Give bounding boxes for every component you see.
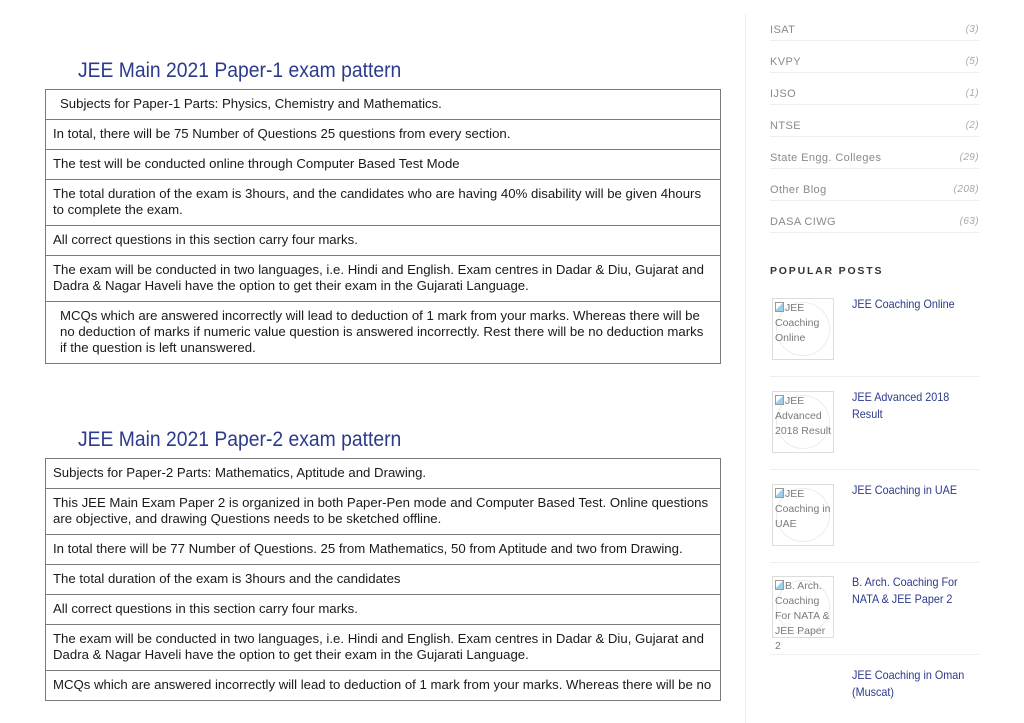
category-name[interactable]: ISAT: [770, 24, 796, 36]
post-title[interactable]: JEE Coaching in Oman (Muscat): [852, 668, 965, 699]
thumbnail-alt-text: B. Arch. Coaching For NATA & JEE Paper 2: [775, 580, 830, 652]
thumbnail-alt: [775, 301, 833, 346]
paper2-table: [45, 458, 721, 701]
post-thumbnail[interactable]: [772, 391, 834, 453]
broken-image-icon: [775, 395, 784, 405]
category-item[interactable]: [770, 72, 980, 105]
popular-posts-heading: POPULAR POSTS: [770, 265, 884, 277]
table-cell: The total duration of the exam is 3hours and the candidates: [46, 565, 721, 595]
thumbnail-alt-text: JEE Coaching in UAE: [775, 488, 831, 530]
category-item[interactable]: [770, 136, 980, 169]
table-cell: Subjects for Paper-1 Parts: Physics, Chemistry and Mathematics.: [46, 90, 721, 120]
column-divider: [745, 14, 746, 723]
post-title[interactable]: JEE Advanced 2018 Result: [852, 390, 950, 421]
broken-image-icon: [775, 580, 784, 590]
table-cell: In total there will be 77 Number of Questions. 25 from Mathematics, 50 from Aptitude and two from Drawing.: [46, 535, 721, 565]
table-row: [46, 459, 721, 489]
category-count: (208): [953, 184, 979, 195]
table-cell: Subjects for Paper-2 Parts: Mathematics, Aptitude and Drawing.: [46, 459, 721, 489]
popular-post[interactable]: [770, 669, 980, 723]
category-name[interactable]: IJSO: [770, 88, 797, 100]
broken-image-icon: [775, 302, 784, 312]
table-cell: The exam will be conducted in two languages, i.e. Hindi and English. Exam centres in Dadar & Diu, Gujarat and Dadra & Nagar Haveli have the option to get their exam in the Gujarati Language.: [46, 625, 721, 671]
table-row: [46, 302, 721, 364]
category-count: (1): [965, 88, 979, 99]
popular-post[interactable]: [770, 484, 980, 563]
category-count: (3): [965, 24, 979, 35]
post-thumbnail[interactable]: [772, 576, 834, 652]
table-cell: In total, there will be 75 Number of Questions 25 questions from every section.: [46, 120, 721, 150]
category-name[interactable]: KVPY: [770, 56, 801, 68]
popular-post[interactable]: [770, 391, 980, 470]
category-name[interactable]: Other Blog: [770, 184, 827, 196]
popular-post[interactable]: [770, 298, 980, 377]
table-row: [46, 150, 721, 180]
table-cell: MCQs which are answered incorrectly will lead to deduction of 1 mark from your marks. Whereas there will be no deduction of marks if numeric value question is answered incorrectly. Rest there will be no deduction marks if the question is left unanswered.: [46, 302, 721, 364]
table-row: [46, 256, 721, 302]
table-row: [46, 226, 721, 256]
post-title[interactable]: JEE Coaching Online: [852, 297, 955, 311]
category-item[interactable]: [770, 200, 980, 233]
popular-post[interactable]: [770, 576, 980, 655]
table-row: [46, 671, 721, 701]
post-thumbnail[interactable]: [772, 484, 834, 546]
paper2-heading: JEE Main 2021 Paper-2 exam pattern: [78, 428, 402, 451]
table-row: [46, 535, 721, 565]
table-row: [46, 489, 721, 535]
category-name[interactable]: State Engg. Colleges: [770, 152, 882, 164]
category-count: (63): [959, 216, 979, 227]
table-cell: The exam will be conducted in two languages, i.e. Hindi and English. Exam centres in Dadar & Diu, Gujarat and Dadra & Nagar Haveli have the option to get their exam in the Gujarati Language.: [46, 256, 721, 302]
category-name[interactable]: NTSE: [770, 120, 801, 132]
thumbnail-alt: [775, 579, 833, 654]
category-count: (5): [965, 56, 979, 67]
table-row: [46, 180, 721, 226]
category-item[interactable]: [770, 168, 980, 201]
category-name[interactable]: DASA CIWG: [770, 216, 836, 228]
post-title[interactable]: JEE Coaching in UAE: [852, 483, 958, 497]
table-cell: All correct questions in this section carry four marks.: [46, 226, 721, 256]
thumbnail-alt-text: JEE Advanced 2018 Result: [775, 395, 832, 437]
table-row: [46, 120, 721, 150]
table-row: [46, 625, 721, 671]
category-item[interactable]: [770, 8, 980, 41]
post-title[interactable]: B. Arch. Coaching For NATA & JEE Paper 2: [852, 575, 958, 606]
paper1-table: [45, 89, 721, 364]
table-row: [46, 565, 721, 595]
thumbnail-alt: [775, 487, 833, 532]
broken-image-icon: [775, 488, 784, 498]
thumbnail-alt-text: JEE Coaching Online: [775, 302, 820, 344]
table-cell: MCQs which are answered incorrectly will lead to deduction of 1 mark from your marks. Whereas there will be no: [46, 671, 721, 701]
table-cell: The total duration of the exam is 3hours, and the candidates who are having 40% disability will be given 4hours to complete the exam.: [46, 180, 721, 226]
table-row: [46, 90, 721, 120]
paper1-heading: JEE Main 2021 Paper-1 exam pattern: [78, 59, 402, 82]
category-item[interactable]: [770, 104, 980, 137]
category-count: (29): [959, 152, 979, 163]
table-cell: This JEE Main Exam Paper 2 is organized in both Paper-Pen mode and Computer Based Test. Online questions are objective, and drawing Questions needs to be sketched offline.: [46, 489, 721, 535]
post-thumbnail[interactable]: [772, 298, 834, 360]
category-item[interactable]: [770, 40, 980, 73]
thumbnail-alt: [775, 394, 833, 439]
table-row: [46, 595, 721, 625]
table-cell: The test will be conducted online through Computer Based Test Mode: [46, 150, 721, 180]
table-cell: All correct questions in this section carry four marks.: [46, 595, 721, 625]
category-count: (2): [965, 120, 979, 131]
